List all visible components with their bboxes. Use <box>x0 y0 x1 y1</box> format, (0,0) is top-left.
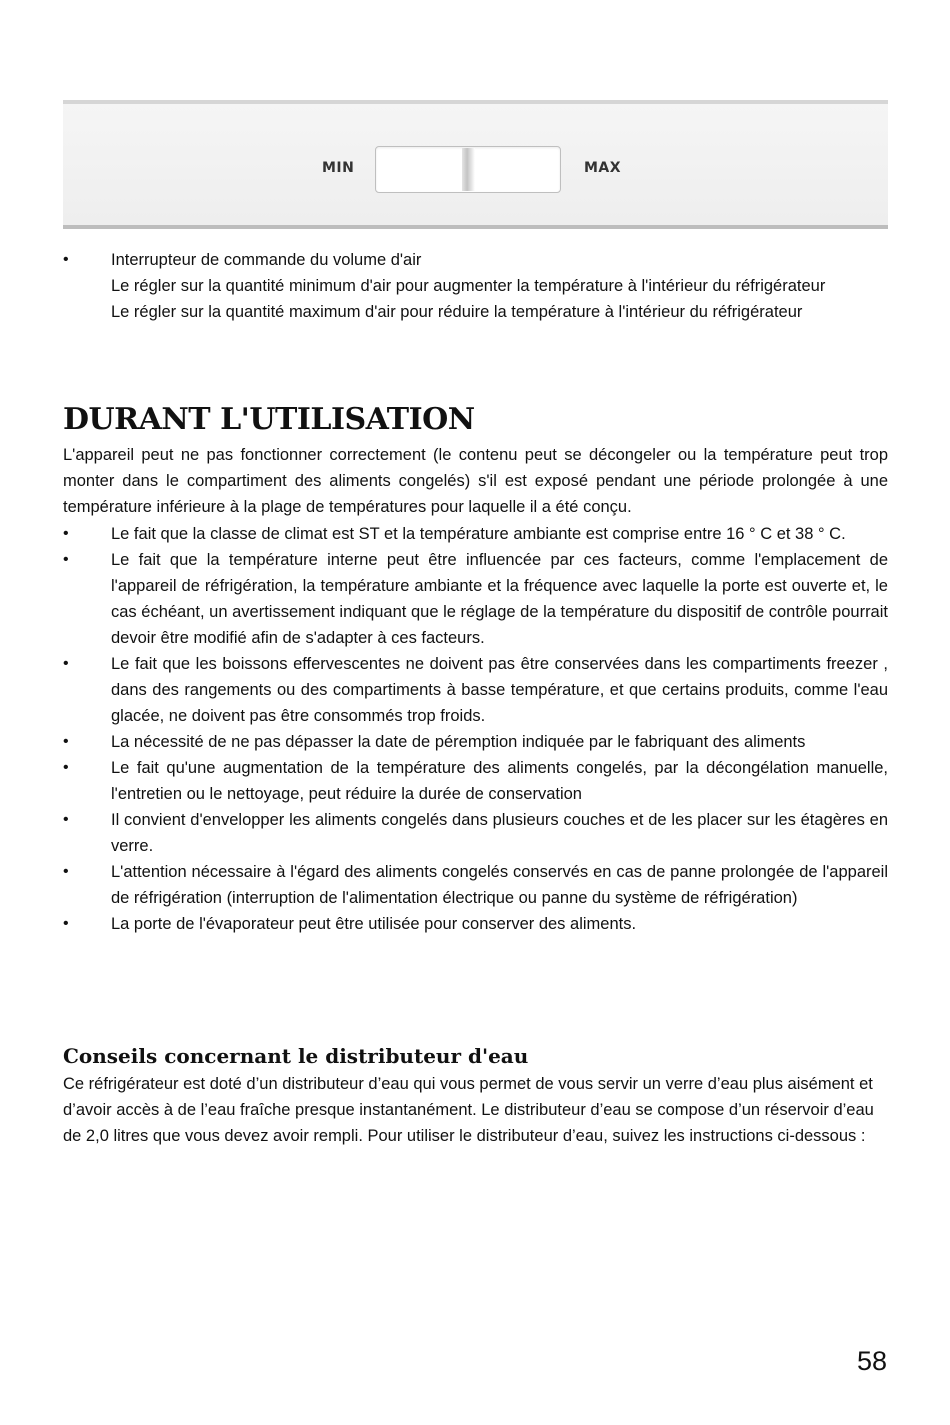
bullet-line-max: Le régler sur la quantité maximum d'air pour réduire la température à l'intérieur du réfrigérateur <box>111 303 803 321</box>
water-dispenser-heading: Conseils concernant le distributeur d'eau <box>63 1044 529 1068</box>
min-label: MIN <box>322 160 355 176</box>
section-intro: L'appareil peut ne pas fonctionner correctement (le contenu peut se décongeler ou la température peut trop monter dans le compartiment des aliments congelés) s'il est exposé pendant une période prolongée à une température inférieure à la plage de températures pour laquelle il a été conçu. <box>63 446 888 516</box>
page-number: 58 <box>856 1346 887 1376</box>
list-item <box>63 247 888 325</box>
air-volume-switch <box>375 146 561 193</box>
air-volume-control-figure <box>63 100 888 229</box>
usage-list <box>63 521 888 937</box>
bullet-title: • Interrupteur de commande du volume d'air <box>111 251 422 269</box>
list-item: • Le fait que la classe de climat est ST et la température ambiante est comprise entre 16 ° C et 38 ° C. <box>63 521 888 547</box>
switch-slider-handle <box>462 148 475 191</box>
list-item: • Il convient d'envelopper les aliments congelés dans plusieurs couches et de les placer sur les étagères en verre. <box>63 807 888 859</box>
list-item: • Le fait que la température interne peut être influencée par ces facteurs, comme l'emplacement de l'appareil de réfrigération, la température ambiante et la fréquence avec laquelle la porte est ouverte et, le cas échéant, un avertissement indiquant que le réglage de la température du dispositif de contrôle pourrait devoir être modifié afin de s'adapter à ces facteurs. <box>63 547 888 651</box>
water-dispenser-text: Ce réfrigérateur est doté d’un distributeur d’eau qui vous permet de vous servir un verre d’eau plus aisément et d’avoir accès à de l’eau fraîche presque instantanément. Le distributeur d’eau se compose d’un réservoir d’eau de 2,0 litres que vous devez avoir rempli. Pour utiliser le distributeur d’eau, suivez les instructions ci-dessous : <box>63 1075 874 1145</box>
bullet-line-min: Le régler sur la quantité minimum d'air pour augmenter la température à l'intérieur du réfrigérateur <box>111 277 826 295</box>
list-item: • L'attention nécessaire à l'égard des aliments congelés conservés en cas de panne prolongée de l'appareil de réfrigération (interruption de l'alimentation électrique ou panne du système de réfrigération) <box>63 859 888 911</box>
list-item: • Le fait qu'une augmentation de la température des aliments congelés, par la décongélation manuelle, l'entretien ou le nettoyage, peut réduire la durée de conservation <box>63 755 888 807</box>
air-control-bullet <box>63 247 888 325</box>
list-item: • La nécessité de ne pas dépasser la date de péremption indiquée par le fabriquant des aliments <box>63 729 888 755</box>
list-item: • Le fait que les boissons effervescentes ne doivent pas être conservées dans les compartiments freezer , dans des rangements ou des compartiments à basse température, et que certains produits, comme l'eau glacée, ne doivent pas être consommés trop froids. <box>63 651 888 729</box>
max-label: MAX <box>584 160 622 176</box>
list-item: • La porte de l'évaporateur peut être utilisée pour conserver des aliments. <box>63 911 888 937</box>
section-heading: DURANT L'UTILISATION <box>63 402 475 437</box>
